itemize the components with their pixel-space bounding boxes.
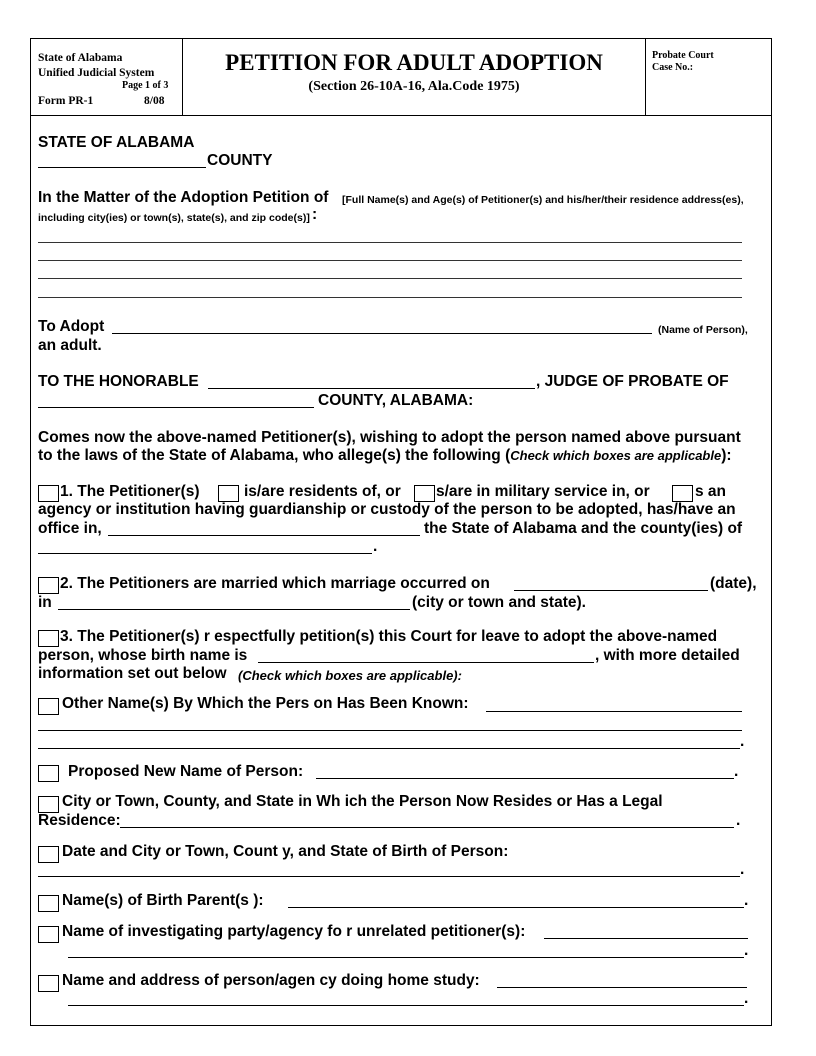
petitioner-line-2[interactable]: [38, 260, 742, 261]
item2-city-label: (city or town and state).: [412, 594, 586, 611]
caption-state: STATE OF ALABAMA: [38, 134, 195, 151]
intro-paren-open: (: [505, 447, 511, 464]
intro-check-note: Check which boxes are applicable: [510, 448, 722, 463]
item1-agency-checkbox[interactable]: [672, 485, 693, 502]
matter-lead: In the Matter of the Adoption Petition of: [38, 189, 329, 206]
intro-paren-close: ):: [721, 447, 732, 464]
birth-name-field[interactable]: [258, 662, 594, 663]
home-study-field-1[interactable]: [497, 987, 747, 988]
proposed-name-checkbox[interactable]: [38, 765, 59, 782]
adoptee-name-field[interactable]: [112, 333, 652, 334]
judge-name-field[interactable]: [208, 388, 535, 389]
proposed-name-label: Proposed New Name of Person:: [68, 763, 304, 780]
item1-line2: agency or institution having guardianship or custody of the person to be adopted, has/have an: [38, 501, 736, 518]
home-study-checkbox[interactable]: [38, 975, 59, 992]
header-page: Page 1 of 3: [122, 80, 169, 91]
probate-court-label: Probate Court: [652, 50, 714, 61]
item2-checkbox[interactable]: [38, 577, 59, 594]
header-state: State of Alabama: [38, 52, 123, 64]
marriage-place-field[interactable]: [58, 609, 410, 610]
judge-county-field[interactable]: [38, 407, 314, 408]
intro-line2-text: to the laws of the State of Alabama, who allege(s) the following: [38, 447, 501, 464]
investigating-label: Name of investigating party/agency fo r unrelated petitioner(s):: [62, 923, 526, 940]
adopt-line2: an adult.: [38, 337, 102, 354]
item3-line2b: , with more detailed: [595, 647, 740, 664]
birth-parents-checkbox[interactable]: [38, 895, 59, 912]
item3-checkbox[interactable]: [38, 630, 59, 647]
item3-line1: 3. The Petitioner(s) r espectfully petition(s) this Court for leave to adopt the above-named: [60, 628, 718, 645]
residence-label-1: City or Town, County, and State in Wh ich the Person Now Resides or Has a Legal: [62, 793, 663, 810]
other-names-field-3[interactable]: [38, 748, 740, 749]
birth-parents-period: .: [744, 892, 749, 909]
residence-field[interactable]: [120, 827, 734, 828]
header-divider: [30, 115, 772, 116]
item1-office-field[interactable]: [108, 535, 420, 536]
adopt-note: (Name of Person),: [658, 324, 748, 336]
other-names-checkbox[interactable]: [38, 698, 59, 715]
header-separator-right: [645, 38, 646, 115]
item3-line2a: person, whose birth name is: [38, 647, 248, 664]
marriage-date-field[interactable]: [514, 590, 708, 591]
item1-period: .: [373, 538, 378, 555]
birth-info-field[interactable]: [38, 876, 740, 877]
investigating-period: .: [744, 942, 749, 959]
item1-text-c: s/are in military service in, or: [436, 483, 650, 500]
item2-in: in: [38, 594, 52, 611]
honorable-county: COUNTY, ALABAMA:: [318, 392, 474, 409]
form-title: PETITION FOR ADULT ADOPTION: [225, 50, 603, 75]
item3-line3: information set out below: [38, 665, 227, 682]
county-name-field[interactable]: [38, 167, 206, 168]
residence-label-2: Residence:: [38, 812, 121, 829]
birth-info-checkbox[interactable]: [38, 846, 59, 863]
matter-note-1: [Full Name(s) and Age(s) of Petitioner(s) and his/her/their residence address(es),: [342, 194, 744, 206]
birth-parents-label: Name(s) of Birth Parent(s ):: [62, 892, 264, 909]
item1-line3a: office in,: [38, 520, 102, 537]
item1-line3b: the State of Alabama and the county(ies) of: [424, 520, 743, 537]
caption-county: COUNTY: [207, 152, 273, 169]
residence-checkbox[interactable]: [38, 796, 59, 813]
other-names-period: .: [740, 733, 745, 750]
item1-military-checkbox[interactable]: [414, 485, 435, 502]
honorable-label: TO THE HONORABLE: [38, 373, 199, 390]
item2-text: 2. The Petitioners are married which marriage occurred on: [60, 575, 490, 592]
item1-text-a: 1. The Petitioner(s): [60, 483, 200, 500]
investigating-field-1[interactable]: [544, 938, 748, 939]
other-names-field-1[interactable]: [486, 711, 742, 712]
item1-checkbox[interactable]: [38, 485, 59, 502]
birth-info-label: Date and City or Town, Count y, and State of Birth of Person:: [62, 843, 509, 860]
item1-text-b: is/are residents of, or: [244, 483, 401, 500]
item2-date-label: (date),: [710, 575, 757, 592]
birth-parents-field[interactable]: [288, 907, 744, 908]
birth-info-period: .: [740, 861, 745, 878]
other-names-field-2[interactable]: [38, 730, 742, 731]
intro-line1: Comes now the above-named Petitioner(s), wishing to adopt the person named above pursuant: [38, 429, 741, 446]
proposed-name-field[interactable]: [316, 778, 734, 779]
investigating-checkbox[interactable]: [38, 926, 59, 943]
item1-text-d: s an: [695, 483, 727, 500]
petitioner-line-3[interactable]: [38, 278, 742, 279]
header-system: Unified Judicial System: [38, 67, 155, 79]
item1-county-field[interactable]: [38, 553, 372, 554]
header-form-revision: 8/08: [144, 95, 165, 107]
other-names-label: Other Name(s) By Which the Pers on Has Been Known:: [62, 695, 469, 712]
matter-colon: :: [312, 206, 318, 223]
intro-line2: [38, 447, 732, 465]
petitioner-line-4[interactable]: [38, 297, 742, 298]
proposed-name-period: .: [734, 763, 739, 780]
investigating-field-2[interactable]: [68, 957, 744, 958]
header-form-number: Form PR-1: [38, 95, 94, 107]
home-study-period: .: [744, 990, 749, 1007]
honorable-judge: , JUDGE OF PROBATE OF: [536, 373, 729, 390]
form-subtitle: (Section 26-10A-16, Ala.Code 1975): [308, 79, 520, 94]
case-number-label: Case No.:: [652, 62, 694, 73]
item3-check-note: (Check which boxes are applicable):: [238, 668, 462, 683]
home-study-field-2[interactable]: [68, 1005, 744, 1006]
petitioner-line-1[interactable]: [38, 242, 742, 243]
residence-period: .: [736, 812, 741, 829]
matter-note-2: including city(ies) or town(s), state(s), and zip code(s)]: [38, 212, 310, 224]
home-study-label: Name and address of person/agen cy doing home study:: [62, 972, 480, 989]
adopt-label: To Adopt: [38, 318, 105, 335]
item1-residents-checkbox[interactable]: [218, 485, 239, 502]
